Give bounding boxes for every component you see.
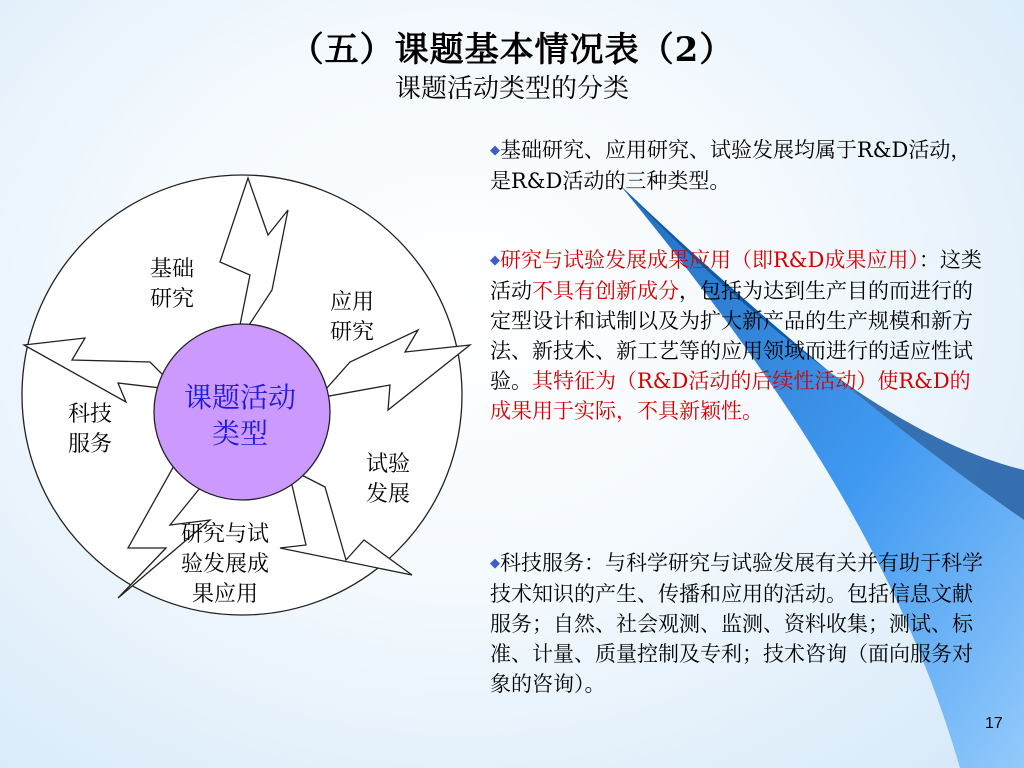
segment-label-line: 基础 <box>149 257 194 282</box>
segment-applied-research <box>312 288 392 348</box>
paragraph-rd-types <box>490 135 990 196</box>
diamond-bullet-icon: ◆ <box>490 143 500 158</box>
segment-label-line: 研究 <box>149 287 194 312</box>
paragraph-text: ：这类活动 <box>490 248 982 303</box>
segment-label-line: 服务 <box>67 432 112 457</box>
center-label <box>170 380 310 452</box>
segment-st-services <box>50 400 130 460</box>
segment-rd-application <box>160 520 290 610</box>
segment-label-line: 研究 <box>329 320 374 345</box>
paragraph-text: 科技服务：与科学研究与试验发展有关并有助于科学技术知识的产生、传播和应用的活动。包括信息文献服务；自然、社会观测、监测、资料收集；测试、标准、计量、质量控制及专利；技术咨询（面向服务对象的咨询）。 <box>490 551 983 696</box>
segment-label-line: 验发展成 <box>180 552 269 577</box>
paragraph-text: ，包括为达到生产目的而进行的定型设计和试制以及为扩大新产品的生产规模和新方法、新技术、新工艺等的应用领域而进行的适应性试验。 <box>490 279 973 393</box>
center-label-line: 类型 <box>211 417 268 450</box>
highlight-text: 其特征为（R&D活动的后续性活动）使R&D的成果用于实际，不具新颖性。 <box>490 369 971 423</box>
highlight-text: 不具有创新成分 <box>532 279 679 303</box>
page-number: 17 <box>985 715 1003 732</box>
page-subtitle: 课题活动类型的分类 <box>394 74 629 104</box>
diamond-bullet-icon: ◆ <box>490 253 500 268</box>
segment-label-line: 试验 <box>365 452 410 477</box>
segment-label-line: 发展 <box>365 482 410 507</box>
segment-label-line: 应用 <box>329 290 374 315</box>
paragraph-text: 基础研究、应用研究、试验发展均属于R&D活动，是R&D活动的三种类型。 <box>490 138 972 193</box>
center-label-line: 课题活动 <box>183 381 296 414</box>
diamond-bullet-icon: ◆ <box>490 556 500 571</box>
page-title: （五）课题基本情况表（2） <box>289 30 735 70</box>
segment-label-line: 果应用 <box>191 582 258 607</box>
segment-label-line: 研究与试 <box>180 522 269 547</box>
segment-basic-research <box>132 255 212 315</box>
segment-experimental-development <box>348 450 428 510</box>
highlight-text: 研究与试验发展成果应用（即R&D成果应用） <box>500 248 919 272</box>
paragraph-rd-application <box>490 245 990 426</box>
paragraph-st-services <box>490 548 990 699</box>
segment-label-line: 科技 <box>67 402 112 427</box>
